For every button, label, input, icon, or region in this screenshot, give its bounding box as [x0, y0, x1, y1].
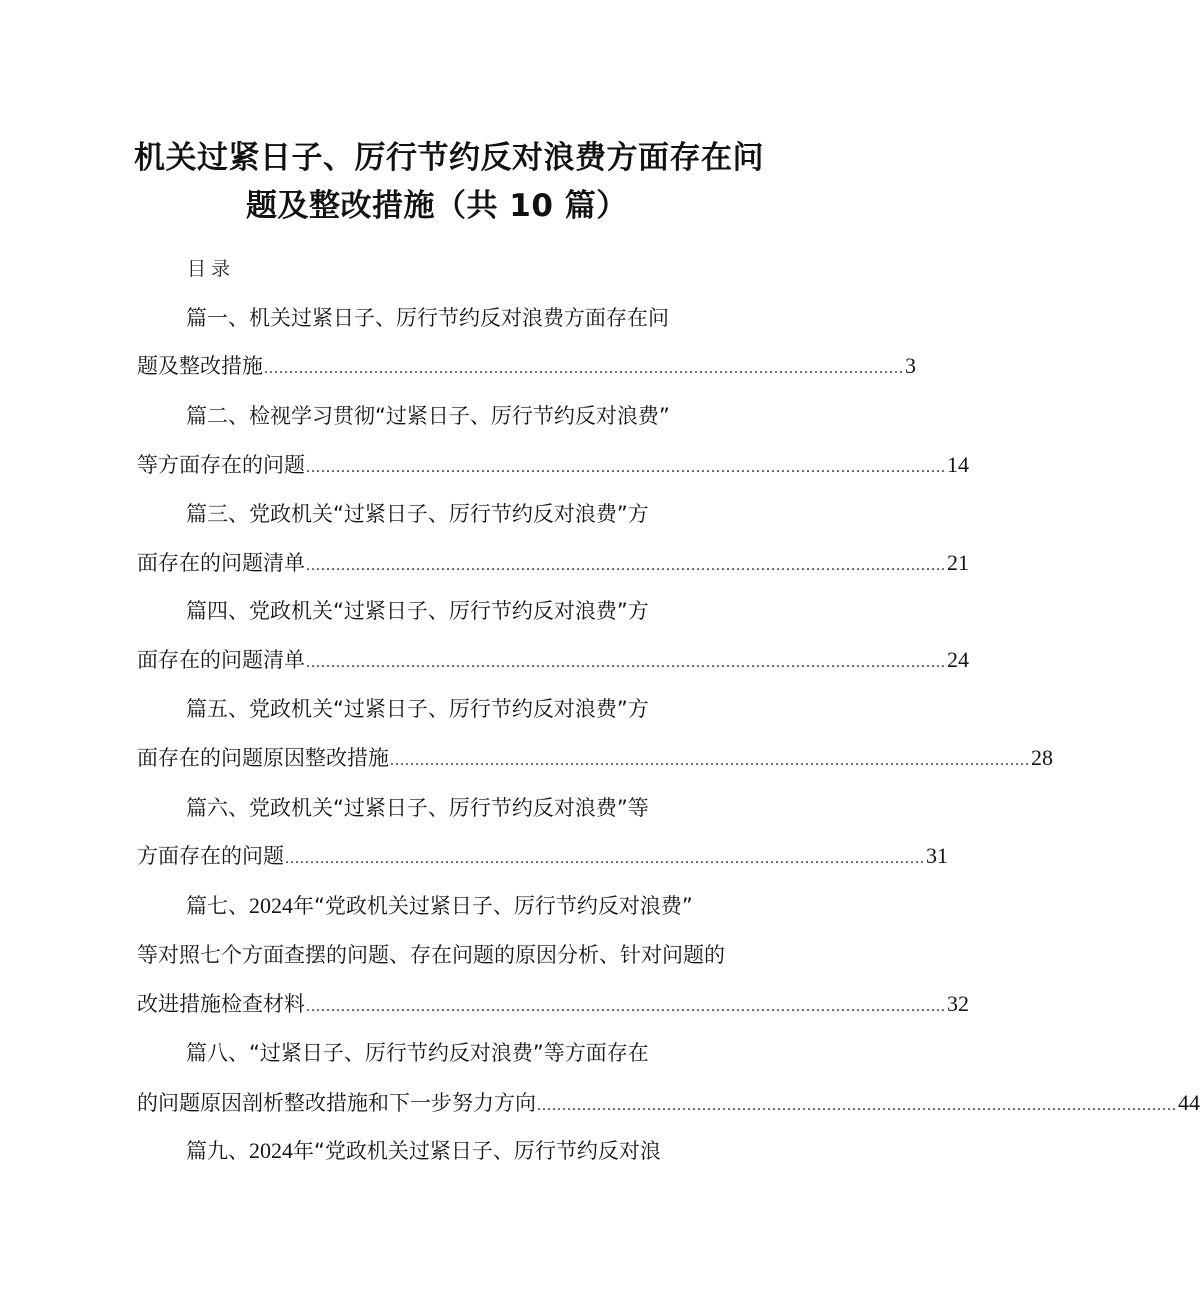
- dot-leader: ................................................................................................................................: [306, 459, 946, 476]
- toc-entry-3-line-1[interactable]: 篇三、党政机关“过紧日子、厉行节约反对浪费”方: [186, 502, 649, 526]
- toc-heading: 目录: [187, 258, 236, 280]
- toc-page-number: 32: [947, 991, 969, 1016]
- toc-entry-text: 改进措施检查材料: [137, 992, 305, 1016]
- toc-entry-text: 题及整改措施: [137, 354, 263, 378]
- toc-entry-text: 等方面存在的问题: [137, 453, 305, 477]
- toc-entry-text: 面存在的问题原因整改措施: [137, 746, 389, 770]
- toc-entry-text: 的问题原因剖析整改措施和下一步努力方向: [137, 1091, 536, 1115]
- toc-page-number: 44: [1178, 1090, 1200, 1115]
- dot-leader: ................................................................................................................................: [390, 752, 1030, 769]
- toc-page-number: 28: [1031, 745, 1053, 770]
- toc-entry-text: 面存在的问题清单: [137, 648, 305, 672]
- toc-entry-year: 2024: [249, 893, 293, 918]
- toc-entry-2-line-1[interactable]: 篇二、检视学习贯彻“过紧日子、厉行节约反对浪费”: [186, 404, 670, 428]
- dot-leader: ................................................................................................................................: [306, 654, 946, 671]
- toc-page-number: 21: [947, 550, 969, 575]
- toc-entry-4-line-1[interactable]: 篇四、党政机关“过紧日子、厉行节约反对浪费”方: [186, 599, 649, 623]
- toc-entry-7-line-1[interactable]: [186, 891, 693, 921]
- toc-entry-9-line-1[interactable]: [186, 1136, 661, 1166]
- toc-page-number: 24: [947, 647, 969, 672]
- toc-entry-4-line-2[interactable]: [137, 645, 969, 675]
- title-line-2: 题及整改措施（共 10 篇）: [246, 188, 628, 224]
- toc-entry-8-line-1[interactable]: 篇八、“过紧日子、厉行节约反对浪费”等方面存在: [186, 1041, 649, 1065]
- toc-entry-rest: 年“党政机关过紧日子、厉行节约反对浪: [293, 1139, 661, 1163]
- toc-entry-1-line-2[interactable]: [137, 351, 916, 381]
- toc-page-number: 31: [926, 843, 948, 868]
- toc-entry-7-line-2[interactable]: 等对照七个方面查摆的问题、存在问题的原因分析、针对问题的: [137, 943, 725, 967]
- toc-entry-6-line-1[interactable]: 篇六、党政机关“过紧日子、厉行节约反对浪费”等: [186, 796, 649, 820]
- toc-entry-rest: 年“党政机关过紧日子、厉行节约反对浪费”: [293, 894, 693, 918]
- toc-entry-2-line-2[interactable]: [137, 450, 969, 480]
- toc-entry-prefix: 篇九、: [186, 1139, 249, 1163]
- dot-leader: ................................................................................................................................: [537, 1097, 1177, 1114]
- toc-entry-text: 方面存在的问题: [137, 844, 284, 868]
- toc-page-number: 3: [905, 353, 916, 378]
- dot-leader: ................................................................................................................................: [306, 557, 946, 574]
- title-line-1: 机关过紧日子、厉行节约反对浪费方面存在问: [134, 140, 764, 176]
- toc-entry-year: 2024: [249, 1138, 293, 1163]
- toc-entry-text: 面存在的问题清单: [137, 551, 305, 575]
- toc-entry-prefix: 篇七、: [186, 894, 249, 918]
- toc-entry-5-line-2[interactable]: [137, 743, 1053, 773]
- toc-entry-6-line-2[interactable]: [137, 841, 948, 871]
- toc-entry-7-line-3[interactable]: [137, 989, 969, 1019]
- dot-leader: ................................................................................................................................: [264, 360, 904, 377]
- toc-entry-1-line-1[interactable]: 篇一、机关过紧日子、厉行节约反对浪费方面存在问: [186, 306, 669, 330]
- toc-entry-3-line-2[interactable]: [137, 548, 969, 578]
- document-title: [134, 134, 794, 230]
- toc-page-number: 14: [947, 452, 969, 477]
- dot-leader: ................................................................................................................................: [285, 850, 925, 867]
- dot-leader: ................................................................................................................................: [306, 998, 946, 1015]
- toc-entry-5-line-1[interactable]: 篇五、党政机关“过紧日子、厉行节约反对浪费”方: [186, 697, 649, 721]
- toc-entry-8-line-2[interactable]: [137, 1088, 1200, 1118]
